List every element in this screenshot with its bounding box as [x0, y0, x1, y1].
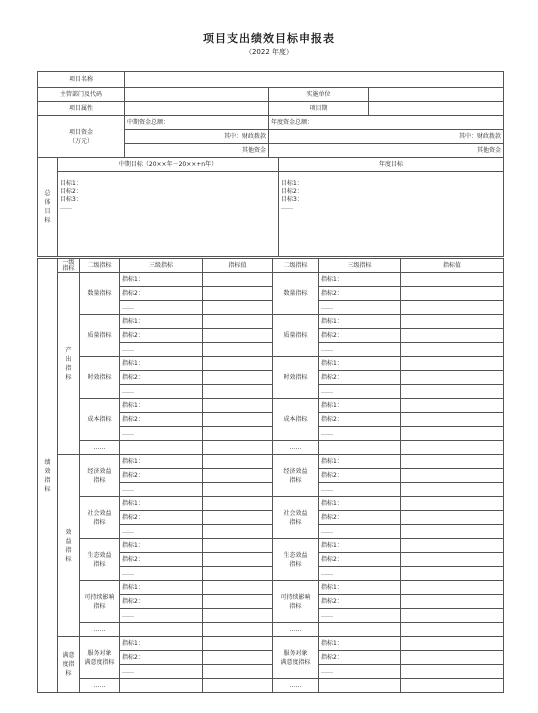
table-row	[38, 455, 504, 469]
attr-value[interactable]	[125, 102, 269, 116]
l3-indicator[interactable]: 指标2：	[319, 595, 401, 609]
table-row	[38, 357, 504, 371]
l2-indicator: 经济效益 指标	[80, 455, 120, 497]
l2-indicator: 成本指标	[80, 399, 120, 441]
table-cell	[401, 441, 504, 455]
table-row	[38, 581, 504, 595]
table-cell	[319, 441, 401, 455]
period-value[interactable]	[369, 102, 504, 116]
output-indicators-label: 产 出 指 标	[58, 273, 80, 455]
l2-indicator: 质量指标	[273, 315, 319, 357]
l3-indicator[interactable]: 指标2：	[120, 287, 203, 301]
indicator-value[interactable]	[203, 651, 273, 665]
indicator-value[interactable]	[401, 469, 504, 483]
l3-indicator[interactable]: 指标1：	[319, 399, 401, 413]
indicator-value[interactable]	[203, 329, 273, 343]
l2-indicator: 社会效益 指标	[80, 497, 120, 539]
mid-fin-label: 其中：财政拨款	[125, 130, 269, 144]
header-value: 指标值	[401, 259, 504, 273]
indicator-value[interactable]	[203, 553, 273, 567]
l3-indicator[interactable]: 指标2：	[120, 651, 203, 665]
indicator-value[interactable]	[203, 357, 273, 371]
overall-goals-table	[37, 157, 504, 257]
indicator-value[interactable]	[401, 581, 504, 595]
table-cell	[401, 623, 504, 637]
l3-indicator[interactable]: 指标2：	[120, 469, 203, 483]
header-l2: 二级指标	[273, 259, 319, 273]
indicator-value[interactable]	[203, 525, 273, 539]
indicator-value[interactable]	[203, 455, 273, 469]
mid-goal-header: 中期目标（20××年－20××+n年）	[58, 158, 279, 172]
table-cell	[203, 441, 273, 455]
indicator-value[interactable]	[401, 595, 504, 609]
l3-indicator[interactable]: 指标2：	[319, 651, 401, 665]
period-label: 项目期	[269, 102, 369, 116]
l3-indicator[interactable]: 指标1：	[120, 357, 203, 371]
indicator-value[interactable]	[401, 315, 504, 329]
l3-indicator[interactable]: 指标2：	[319, 287, 401, 301]
table-cell	[203, 679, 273, 693]
table-cell	[203, 623, 273, 637]
l3-indicator[interactable]: 指标1：	[319, 497, 401, 511]
l3-indicator[interactable]: ……	[319, 665, 401, 679]
table-cell	[319, 623, 401, 637]
table-row	[38, 497, 504, 511]
dept-value[interactable]	[125, 88, 269, 102]
year-fin-label: 其中：财政拨款	[269, 130, 504, 144]
l3-indicator[interactable]: 指标2：	[319, 413, 401, 427]
indicator-value[interactable]	[401, 371, 504, 385]
l3-indicator[interactable]: 指标1：	[120, 539, 203, 553]
l3-indicator[interactable]: 指标1：	[319, 357, 401, 371]
perf-indicators-label: 绩 效 指 标	[38, 259, 58, 693]
l3-indicator[interactable]: ……	[319, 343, 401, 357]
indicator-value[interactable]	[203, 469, 273, 483]
table-row	[38, 273, 504, 287]
table-row	[38, 399, 504, 413]
impl-unit-label: 实施单位	[269, 88, 369, 102]
table-row	[38, 539, 504, 553]
indicator-value[interactable]	[401, 665, 504, 679]
year-goal-list[interactable]: 目标1： 目标2： 目标3： ……	[279, 172, 504, 257]
indicator-value[interactable]	[401, 455, 504, 469]
l3-indicator[interactable]: 指标2：	[120, 329, 203, 343]
indicator-value[interactable]	[203, 371, 273, 385]
l3-indicator[interactable]: ……	[120, 609, 203, 623]
benefit-indicators-label: 效 益 指 标	[58, 455, 80, 637]
indicator-value[interactable]	[401, 511, 504, 525]
indicator-value[interactable]	[401, 609, 504, 623]
l3-indicator[interactable]: ……	[120, 427, 203, 441]
l3-indicator[interactable]: 指标1：	[319, 539, 401, 553]
indicator-value[interactable]	[401, 413, 504, 427]
indicator-value[interactable]	[401, 651, 504, 665]
table-cell	[319, 679, 401, 693]
indicator-value[interactable]	[203, 385, 273, 399]
l3-indicator[interactable]: 指标2：	[120, 413, 203, 427]
indicator-value[interactable]	[203, 609, 273, 623]
table-cell	[120, 441, 203, 455]
indicator-value[interactable]	[203, 539, 273, 553]
header-value: 指标值	[203, 259, 273, 273]
table-cell	[120, 679, 203, 693]
l3-indicator[interactable]: 指标1：	[319, 315, 401, 329]
header-l3: 三级指标	[120, 259, 203, 273]
l3-indicator[interactable]: ……	[120, 567, 203, 581]
l3-indicator[interactable]: 指标2：	[120, 595, 203, 609]
l3-indicator[interactable]: 指标1：	[120, 581, 203, 595]
header-l2: 二级指标	[80, 259, 120, 273]
l3-indicator[interactable]: ……	[319, 567, 401, 581]
l2-indicator: 服务对象 满意度指标	[273, 637, 319, 679]
l3-indicator[interactable]: 指标2：	[319, 469, 401, 483]
l2-indicator: 社会效益 指标	[273, 497, 319, 539]
l3-indicator[interactable]: 指标2：	[319, 371, 401, 385]
year-other-label: 其他资金	[269, 144, 504, 158]
indicator-value[interactable]	[401, 483, 504, 497]
l3-indicator[interactable]: ……	[319, 609, 401, 623]
l2-indicator: 可持续影响 指标	[80, 581, 120, 623]
l3-indicator[interactable]: 指标1：	[319, 581, 401, 595]
table-cell	[120, 623, 203, 637]
indicator-value[interactable]	[203, 483, 273, 497]
indicator-value[interactable]	[203, 567, 273, 581]
project-name-value[interactable]	[125, 72, 504, 88]
indicator-value[interactable]	[401, 553, 504, 567]
indicator-value[interactable]	[203, 273, 273, 287]
mid-total-label: 中期资金总额：	[125, 116, 269, 130]
l3-indicator[interactable]: 指标2：	[319, 511, 401, 525]
l3-indicator[interactable]: 指标2：	[319, 329, 401, 343]
more-indicators: ……	[273, 623, 319, 637]
l3-indicator[interactable]: 指标1：	[319, 637, 401, 651]
indicator-value[interactable]	[401, 567, 504, 581]
l3-indicator[interactable]: ……	[120, 525, 203, 539]
header-l1: 一级 指标	[58, 259, 80, 273]
l3-indicator[interactable]: 指标1：	[120, 315, 203, 329]
l3-indicator[interactable]: 指标2：	[319, 553, 401, 567]
l3-indicator[interactable]: 指标1：	[120, 273, 203, 287]
l2-indicator: 可持续影响 指标	[273, 581, 319, 623]
attr-label: 项目属性	[38, 102, 125, 116]
l3-indicator[interactable]: 指标1：	[319, 273, 401, 287]
more-indicators: ……	[273, 441, 319, 455]
l3-indicator[interactable]: ……	[319, 427, 401, 441]
l2-indicator: 经济效益 指标	[273, 455, 319, 497]
l3-indicator[interactable]: 指标1：	[120, 497, 203, 511]
indicator-value[interactable]	[203, 343, 273, 357]
l3-indicator[interactable]: 指标1：	[120, 399, 203, 413]
l3-indicator[interactable]: 指标1：	[120, 637, 203, 651]
performance-table	[37, 258, 504, 693]
project-name-label: 项目名称	[38, 72, 125, 88]
l3-indicator[interactable]: ……	[319, 385, 401, 399]
indicator-value[interactable]	[401, 357, 504, 371]
l3-indicator[interactable]: 指标1：	[120, 455, 203, 469]
l3-indicator[interactable]: ……	[319, 525, 401, 539]
l2-indicator: 生态效益 指标	[273, 539, 319, 581]
indicator-value[interactable]	[203, 595, 273, 609]
year-goal-header: 年度目标	[279, 158, 504, 172]
indicator-value[interactable]	[203, 301, 273, 315]
table-cell	[401, 679, 504, 693]
l3-indicator[interactable]: ……	[120, 343, 203, 357]
indicator-value[interactable]	[401, 525, 504, 539]
satisfaction-indicators-label: 满意 度指 标	[58, 637, 80, 693]
funds-label: 项目资金 （万元）	[38, 116, 125, 158]
l2-indicator: 时效指标	[80, 357, 120, 399]
l3-indicator[interactable]: ……	[120, 301, 203, 315]
indicator-value[interactable]	[203, 665, 273, 679]
l3-indicator[interactable]: ……	[319, 301, 401, 315]
indicator-value[interactable]	[401, 273, 504, 287]
overall-goals-label: 总 体 目 标	[38, 158, 58, 257]
l2-indicator: 服务对象 满意度指标	[80, 637, 120, 679]
l3-indicator[interactable]: ……	[120, 483, 203, 497]
indicator-value[interactable]	[401, 385, 504, 399]
l2-indicator: 质量指标	[80, 315, 120, 357]
indicator-value[interactable]	[203, 581, 273, 595]
l3-indicator[interactable]: 指标2：	[120, 553, 203, 567]
indicator-value[interactable]	[401, 301, 504, 315]
l3-indicator[interactable]: 指标2：	[120, 371, 203, 385]
indicator-value[interactable]	[203, 413, 273, 427]
indicator-value[interactable]	[203, 511, 273, 525]
indicator-value[interactable]	[401, 427, 504, 441]
l3-indicator[interactable]: 指标2：	[120, 511, 203, 525]
project-info-table	[37, 71, 504, 158]
more-indicators: ……	[273, 679, 319, 693]
l3-indicator[interactable]: ……	[319, 483, 401, 497]
l2-indicator: 时效指标	[273, 357, 319, 399]
table-row	[38, 315, 504, 329]
l2-indicator: 数量指标	[273, 273, 319, 315]
more-indicators: ……	[80, 441, 120, 455]
indicator-value[interactable]	[401, 343, 504, 357]
indicator-value[interactable]	[401, 497, 504, 511]
l2-indicator: 成本指标	[273, 399, 319, 441]
indicator-value[interactable]	[401, 539, 504, 553]
mid-other-label: 其他资金	[125, 144, 269, 158]
document-year: （2022 年度）	[244, 48, 294, 56]
indicator-value[interactable]	[203, 497, 273, 511]
impl-unit-value[interactable]	[369, 88, 504, 102]
indicator-value[interactable]	[401, 329, 504, 343]
year-total-label: 年度资金总额：	[269, 116, 504, 130]
l2-indicator: 生态效益 指标	[80, 539, 120, 581]
indicator-value[interactable]	[203, 637, 273, 651]
l3-indicator[interactable]: 指标1：	[319, 455, 401, 469]
mid-goal-list[interactable]: 目标1： 目标2： 目标3： ……	[58, 172, 279, 257]
indicator-value[interactable]	[401, 287, 504, 301]
indicator-value[interactable]	[203, 287, 273, 301]
indicator-value[interactable]	[401, 637, 504, 651]
l3-indicator[interactable]: ……	[120, 385, 203, 399]
indicator-value[interactable]	[401, 399, 504, 413]
table-row	[38, 637, 504, 651]
indicator-value[interactable]	[203, 399, 273, 413]
indicator-value[interactable]	[203, 427, 273, 441]
more-indicators: ……	[80, 679, 120, 693]
l3-indicator[interactable]: ……	[120, 665, 203, 679]
document-title: 项目支出绩效目标申报表	[203, 32, 335, 45]
l2-indicator: 数量指标	[80, 273, 120, 315]
dept-label: 主管部门及代码	[38, 88, 125, 102]
indicator-value[interactable]	[203, 315, 273, 329]
header-l3: 三级指标	[319, 259, 401, 273]
more-indicators: ……	[80, 623, 120, 637]
